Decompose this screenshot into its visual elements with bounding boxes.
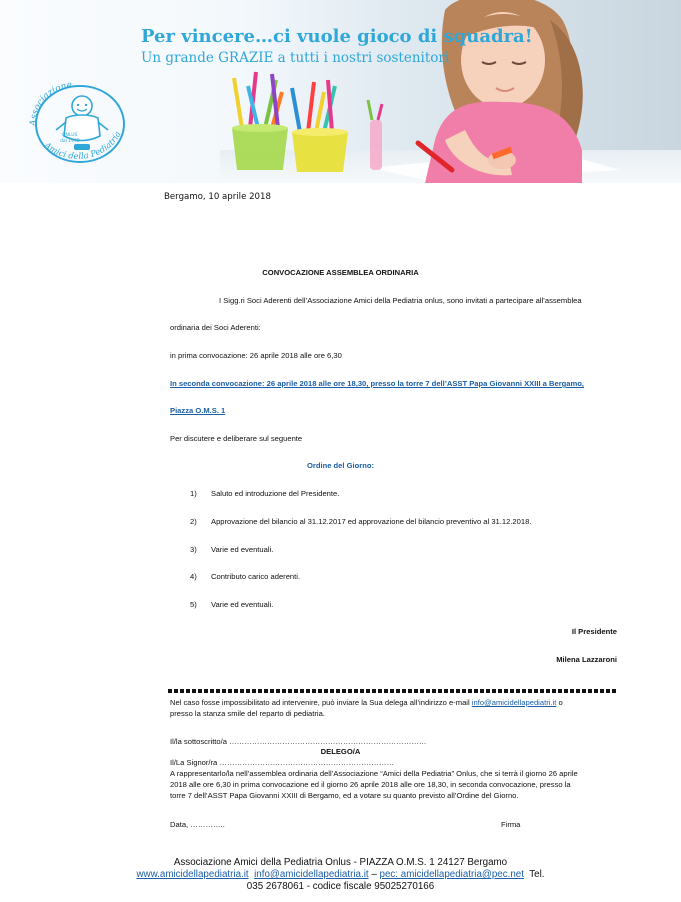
logo-badge-2: dal 1992 xyxy=(60,139,80,144)
second-call-line-2[interactable]: Piazza O.M.S. 1 xyxy=(170,406,226,415)
letter-date: Bergamo, 10 aprile 2018 xyxy=(164,192,271,202)
footer-phone-tax: 035 2678061 - codice fiscale 95025270166 xyxy=(246,881,435,892)
intro-line-2: ordinaria dei Soci Aderenti: xyxy=(170,323,261,332)
logo-text-top: Associazione xyxy=(28,80,73,127)
pec-separator: – xyxy=(368,869,380,880)
agenda-item: Varie ed eventuali. xyxy=(211,600,274,609)
delegation-body-line: 2018 alle ore 6,30 in prima convocazione ed il giorno 26 aprile 2018 alle ore 18,30, in seconda convocazione, presso la xyxy=(170,780,571,789)
footer-address: Associazione Amici della Pediatria Onlus - PIAZZA O.M.S. 1 24127 Bergamo xyxy=(173,857,508,868)
first-call: in prima convocazione: 26 aprile 2018 alle ore 6,30 xyxy=(170,351,342,360)
website-link[interactable]: www.amicidellapediatria.it xyxy=(136,869,249,880)
agenda-item: Saluto ed introduzione del Presidente. xyxy=(211,489,340,498)
agenda-number: 2) xyxy=(190,517,197,526)
association-logo xyxy=(22,78,130,168)
delego-heading: DELEGO/A xyxy=(320,747,361,756)
banner-subtitle: Un grande GRAZIE a tutti i nostri sostenitori xyxy=(141,50,450,66)
agenda-item: Contributo carico aderenti. xyxy=(211,572,301,581)
agenda-item: Varie ed eventuali. xyxy=(211,545,274,554)
agenda-number: 3) xyxy=(190,545,197,554)
header-banner xyxy=(0,0,681,183)
signatory-role: Il Presidente xyxy=(571,627,617,636)
delegation-note-line-2: presso la stanza smile del reparto di pediatria. xyxy=(170,709,325,718)
intro-line-1: I Sigg.ri Soci Aderenti dell’Associazione Amici della Pediatria onlus, sono invitati a partecipare all’assemblea xyxy=(219,296,582,305)
agenda-item: Approvazione del bilancio al 31.12.2017 ed approvazione del bilancio preventivo al 31.12.2018. xyxy=(211,517,532,526)
agenda-number: 5) xyxy=(190,600,197,609)
footer-contacts xyxy=(0,869,681,880)
pec-link[interactable]: pec: amicidellapediatria@pec.net xyxy=(379,869,524,880)
signature-field[interactable]: Firma xyxy=(501,820,521,829)
agenda-number: 1) xyxy=(190,489,197,498)
email-link[interactable]: info@amicidellapediatria.it xyxy=(254,869,369,880)
letter-heading: CONVOCAZIONE ASSEMBLEA ORDINARIA xyxy=(262,268,419,277)
tel-label: Tel. xyxy=(529,869,545,880)
delegation-note-line-1 xyxy=(170,698,563,707)
cut-line-divider xyxy=(168,689,616,693)
logo-text-bottom: Amici della Pediatria xyxy=(41,129,124,162)
signatory-name: Milena Lazzaroni xyxy=(556,655,617,664)
delegate-name-field[interactable]: Il/La Signor/ra …………………………………………………………… xyxy=(170,758,395,767)
agenda-number: 4) xyxy=(190,572,197,581)
note-text-end: o xyxy=(556,698,563,707)
discuss-line: Per discutere e deliberare sul seguente xyxy=(170,434,303,443)
banner-title: Per vincere…ci vuole gioco di squadra! xyxy=(141,26,533,47)
logo-badge-1: ONLUS xyxy=(62,133,78,138)
agenda-title: Ordine del Giorno: xyxy=(306,461,375,470)
delegation-body-line: A rappresentarlo/la nell’assemblea ordinaria dell’Associazione “Amici della Pediatria” Onlus, che si terrà il giorno 26 aprile xyxy=(170,769,578,778)
undersigned-field[interactable]: Il/la sottoscritto/a …………………………………………………………………… xyxy=(170,737,427,746)
note-text: Nel caso fosse impossibilitato ad intervenire, può inviare la Sua delega all’indirizzo e-mail xyxy=(170,698,472,707)
delegation-email-link[interactable]: info@amicidellapediatri.it xyxy=(471,698,557,707)
delegation-body-line: torre 7 dell’ASST Papa Giovanni XXIII di Bergamo, ed a votare su quanto previsto all’Ordine del Giorno. xyxy=(170,791,519,800)
second-call-line-1[interactable]: In seconda convocazione: 26 aprile 2018 alle ore 18,30, presso la torre 7 dell’ASST Papa Giovanni XXIII a Bergamo, xyxy=(170,379,585,388)
date-field[interactable]: Data, ………….. xyxy=(170,820,225,829)
